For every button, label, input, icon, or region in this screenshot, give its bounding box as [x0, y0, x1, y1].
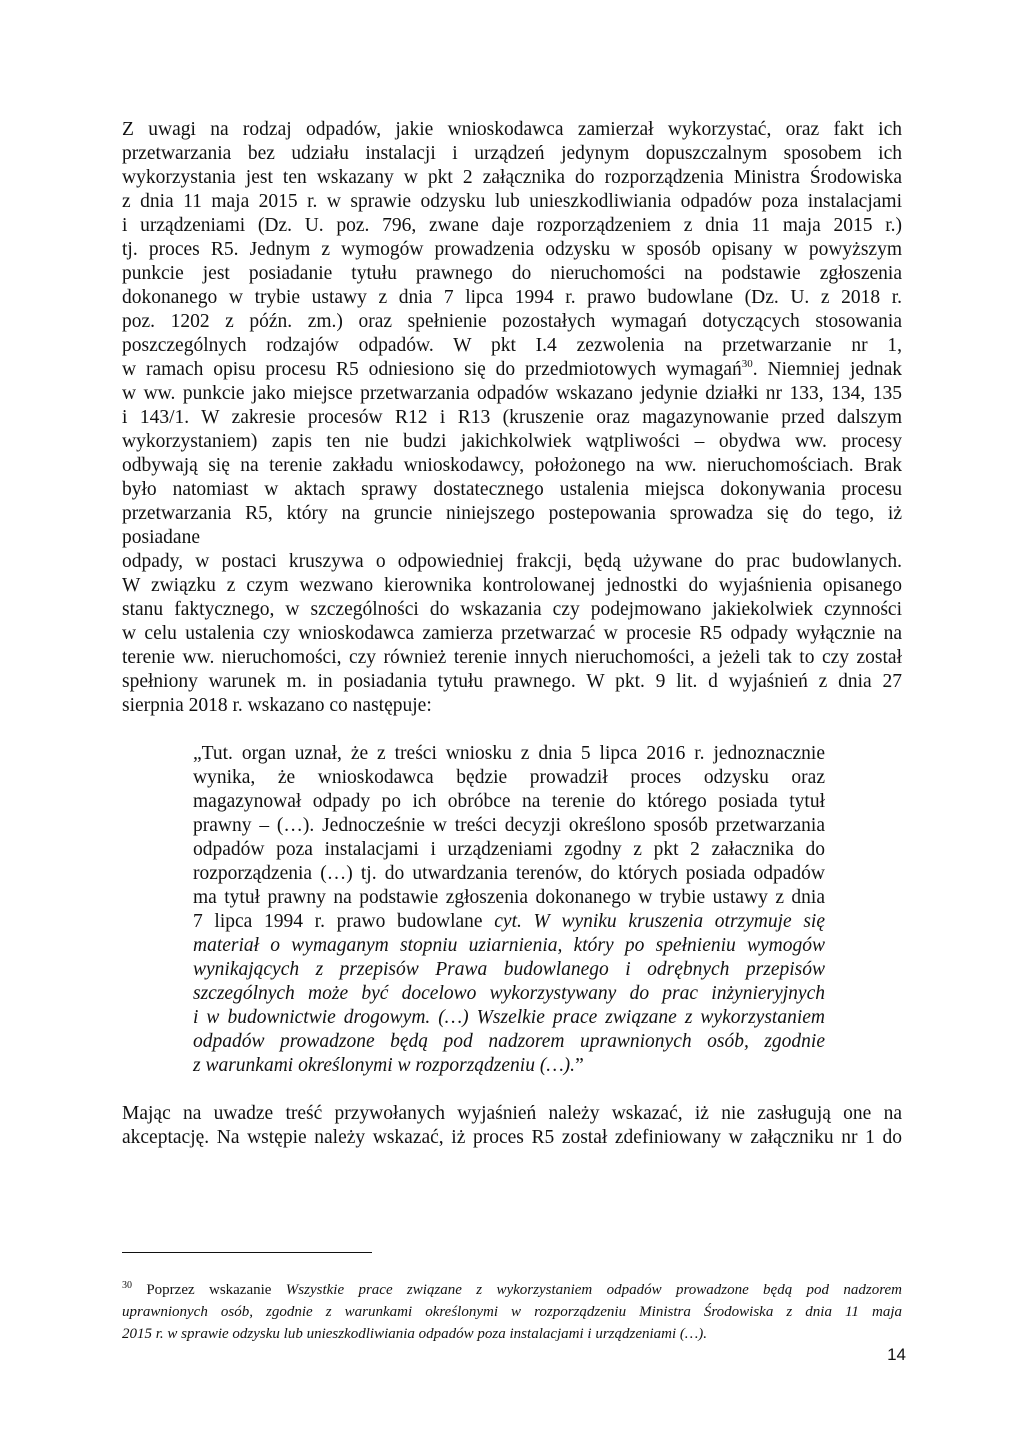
text-line: poz. 1202 z późn. zm.) oraz spełnienie pozostałych wymagań dotyczących stosowania — [122, 311, 902, 332]
text-line: w celu ustalenia czy wnioskodawca zamierza przetwarzać w procesie R5 odpady wyłącznie na — [122, 623, 902, 644]
italic-segment: Wszystkie prace związane z wykorzystaniem odpadów prowadzone będą pod nadzorem — [285, 1282, 902, 1298]
quote-line: ma tytuł prawny na podstawie zgłoszenia dokonanego w trybie ustawy z dnia — [193, 887, 825, 908]
text-line: było natomiast w aktach sprawy dostatecznego ustalenia miejsca dokonywania procesu — [122, 479, 902, 500]
text-line-with-footnote-ref — [122, 358, 902, 382]
footnote-line: uprawnionych osób, zgodnie z warunkami określonymi w rozporządzeniu Ministra Środowiska z dnia 11 maja — [122, 1304, 902, 1320]
text-line: przetwarzania bez udziału instalacji i urządzeń jedynym dopuszczalnym sposobem ich — [122, 143, 902, 164]
text-segment: w ramach opisu procesu R5 odniesiono się do przedmiotowych wymagań — [122, 359, 742, 380]
quote-line: wynika, że wnioskodawca będzie prowadził proces odzysku oraz — [193, 767, 825, 788]
text-line: Z uwagi na rodzaj odpadów, jakie wnioskodawca zamierzał wykorzystać, oraz fakt ich — [122, 119, 902, 140]
quote-line: prawny – (…). Jednocześnie w treści decyzji określono sposób przetwarzania — [193, 815, 825, 836]
footnote-line — [122, 1279, 902, 1301]
text-line: wykorzystaniem) zapis ten nie budzi jakichkolwiek wątpliwości – obydwa ww. procesy — [122, 431, 902, 452]
text-line: poszczególnych rodzajów odpadów. W pkt I.4 zezwolenia na przetwarzanie nr 1, — [122, 335, 902, 356]
quote-line-mixed — [193, 1054, 825, 1078]
footnote-separator — [122, 1252, 372, 1253]
text-segment: Poprzez wskazanie — [132, 1282, 286, 1298]
text-line: i urządzeniami (Dz. U. poz. 796, zwane daje rozporządzeniem z dnia 11 maja 2015 r.) — [122, 215, 902, 236]
text-line: W związku z czym wezwano kierownika kontrolowanej jednostki do wyjaśnienia opisanego — [122, 575, 902, 596]
italic-segment: z warunkami określonymi w rozporządzeniu (…). — [193, 1055, 576, 1076]
text-line: przetwarzania R5, który na gruncie niniejszego postepowania sprowadza się do tego, iż — [122, 503, 902, 524]
closing-quote: ” — [575, 1055, 584, 1076]
text-line: dokonanego w trybie ustawy z dnia 7 lipca 1994 r. prawo budowlane (Dz. U. z 2018 r. — [122, 287, 902, 308]
page-number: 14 — [887, 1345, 906, 1364]
quote-line: rozporządzenia (…) tj. do utwardzania terenów, do których posiada odpadów — [193, 863, 825, 884]
quote-line-italic: i w budownictwie drogowym. (…) Wszelkie prace związane z wykorzystaniem — [193, 1007, 825, 1028]
text-line: z dnia 11 maja 2015 r. w sprawie odzysku lub unieszkodliwiania odpadów poza instalacjami — [122, 191, 902, 212]
text-line: i 143/1. W zakresie procesów R12 i R13 (kruszenie oraz magazynowanie przed dalszym — [122, 407, 902, 428]
text-line: Mając na uwadze treść przywołanych wyjaśnień należy wskazać, iż nie zasługują one na — [122, 1103, 902, 1124]
text-line: stanu faktycznego, w szczególności do wskazania czy podejmowano jakiekolwiek czynności — [122, 599, 902, 620]
quote-line-mixed — [193, 910, 825, 934]
text-line: tj. proces R5. Jednym z wymogów prowadzenia odzysku w sposób opisany w powyższym — [122, 239, 902, 260]
footnote-reference[interactable]: 30 — [741, 358, 753, 370]
quote-line: odpadów poza instalacjami i urządzeniami zgodny z pkt 2 załacznika do — [193, 839, 825, 860]
quote-line-italic: szczególnych może być docelowo wykorzystywany do prac inżynieryjnych — [193, 983, 825, 1004]
quote-line: „Tut. organ uznał, że z treści wniosku z dnia 5 lipca 2016 r. jednoznacznie — [193, 743, 825, 764]
text-line: spełniony warunek m. in posiadania tytułu prawnego. W pkt. 9 lit. d wyjaśnień z dnia 27 — [122, 671, 902, 692]
text-segment: 7 lipca 1994 r. prawo budowlane — [193, 911, 495, 932]
italic-segment: cyt. W wyniku kruszenia otrzymuje się — [494, 911, 826, 932]
text-line: punkcie jest posiadanie tytułu prawnego do nieruchomości na podstawie zgłoszenia — [122, 263, 902, 284]
footnote-number: 30 — [122, 1280, 132, 1291]
text-line: posiadane — [122, 527, 200, 548]
text-line: w ww. punkcie jako miejsce przetwarzania odpadów wskazano jedynie działki nr 133, 134, 135 — [122, 383, 902, 404]
footnote-line: 2015 r. w sprawie odzysku lub unieszkodliwiania odpadów poza instalacjami i urządzeniami (…). — [122, 1326, 708, 1342]
quote-line: magazynował odpady po ich obróbce na terenie do którego posiada tytuł — [193, 791, 825, 812]
text-segment: . Niemniej jednak — [752, 359, 902, 380]
text-line: odbywają się na terenie zakładu wnioskodawcy, położonego na ww. nieruchomościach. Brak — [122, 455, 902, 476]
text-line: akceptację. Na wstępie należy wskazać, iż proces R5 został zdefiniowany w załączniku nr 1 do — [122, 1127, 902, 1148]
text-line: terenie ww. nieruchomości, czy również terenie innych nieruchomości, a jeżeli tak to czy został — [122, 647, 902, 668]
quote-line-italic: materiał o wymaganym stopniu uziarnienia, który po spełnieniu wymogów — [193, 935, 825, 956]
quote-line-italic: wynikających z przepisów Prawa budowlanego i odrębnych przepisów — [193, 959, 825, 980]
text-line: sierpnia 2018 r. wskazano co następuje: — [122, 695, 432, 716]
text-line: odpady, w postaci kruszywa o odpowiedniej frakcji, będą używane do prac budowlanych. — [122, 551, 902, 572]
text-line: wykorzystania jest ten wskazany w pkt 2 załącznika do rozporządzenia Ministra Środowiska — [122, 167, 902, 188]
quote-line-italic: odpadów prowadzone będą pod nadzorem uprawnionych osób, zgodnie — [193, 1031, 825, 1052]
